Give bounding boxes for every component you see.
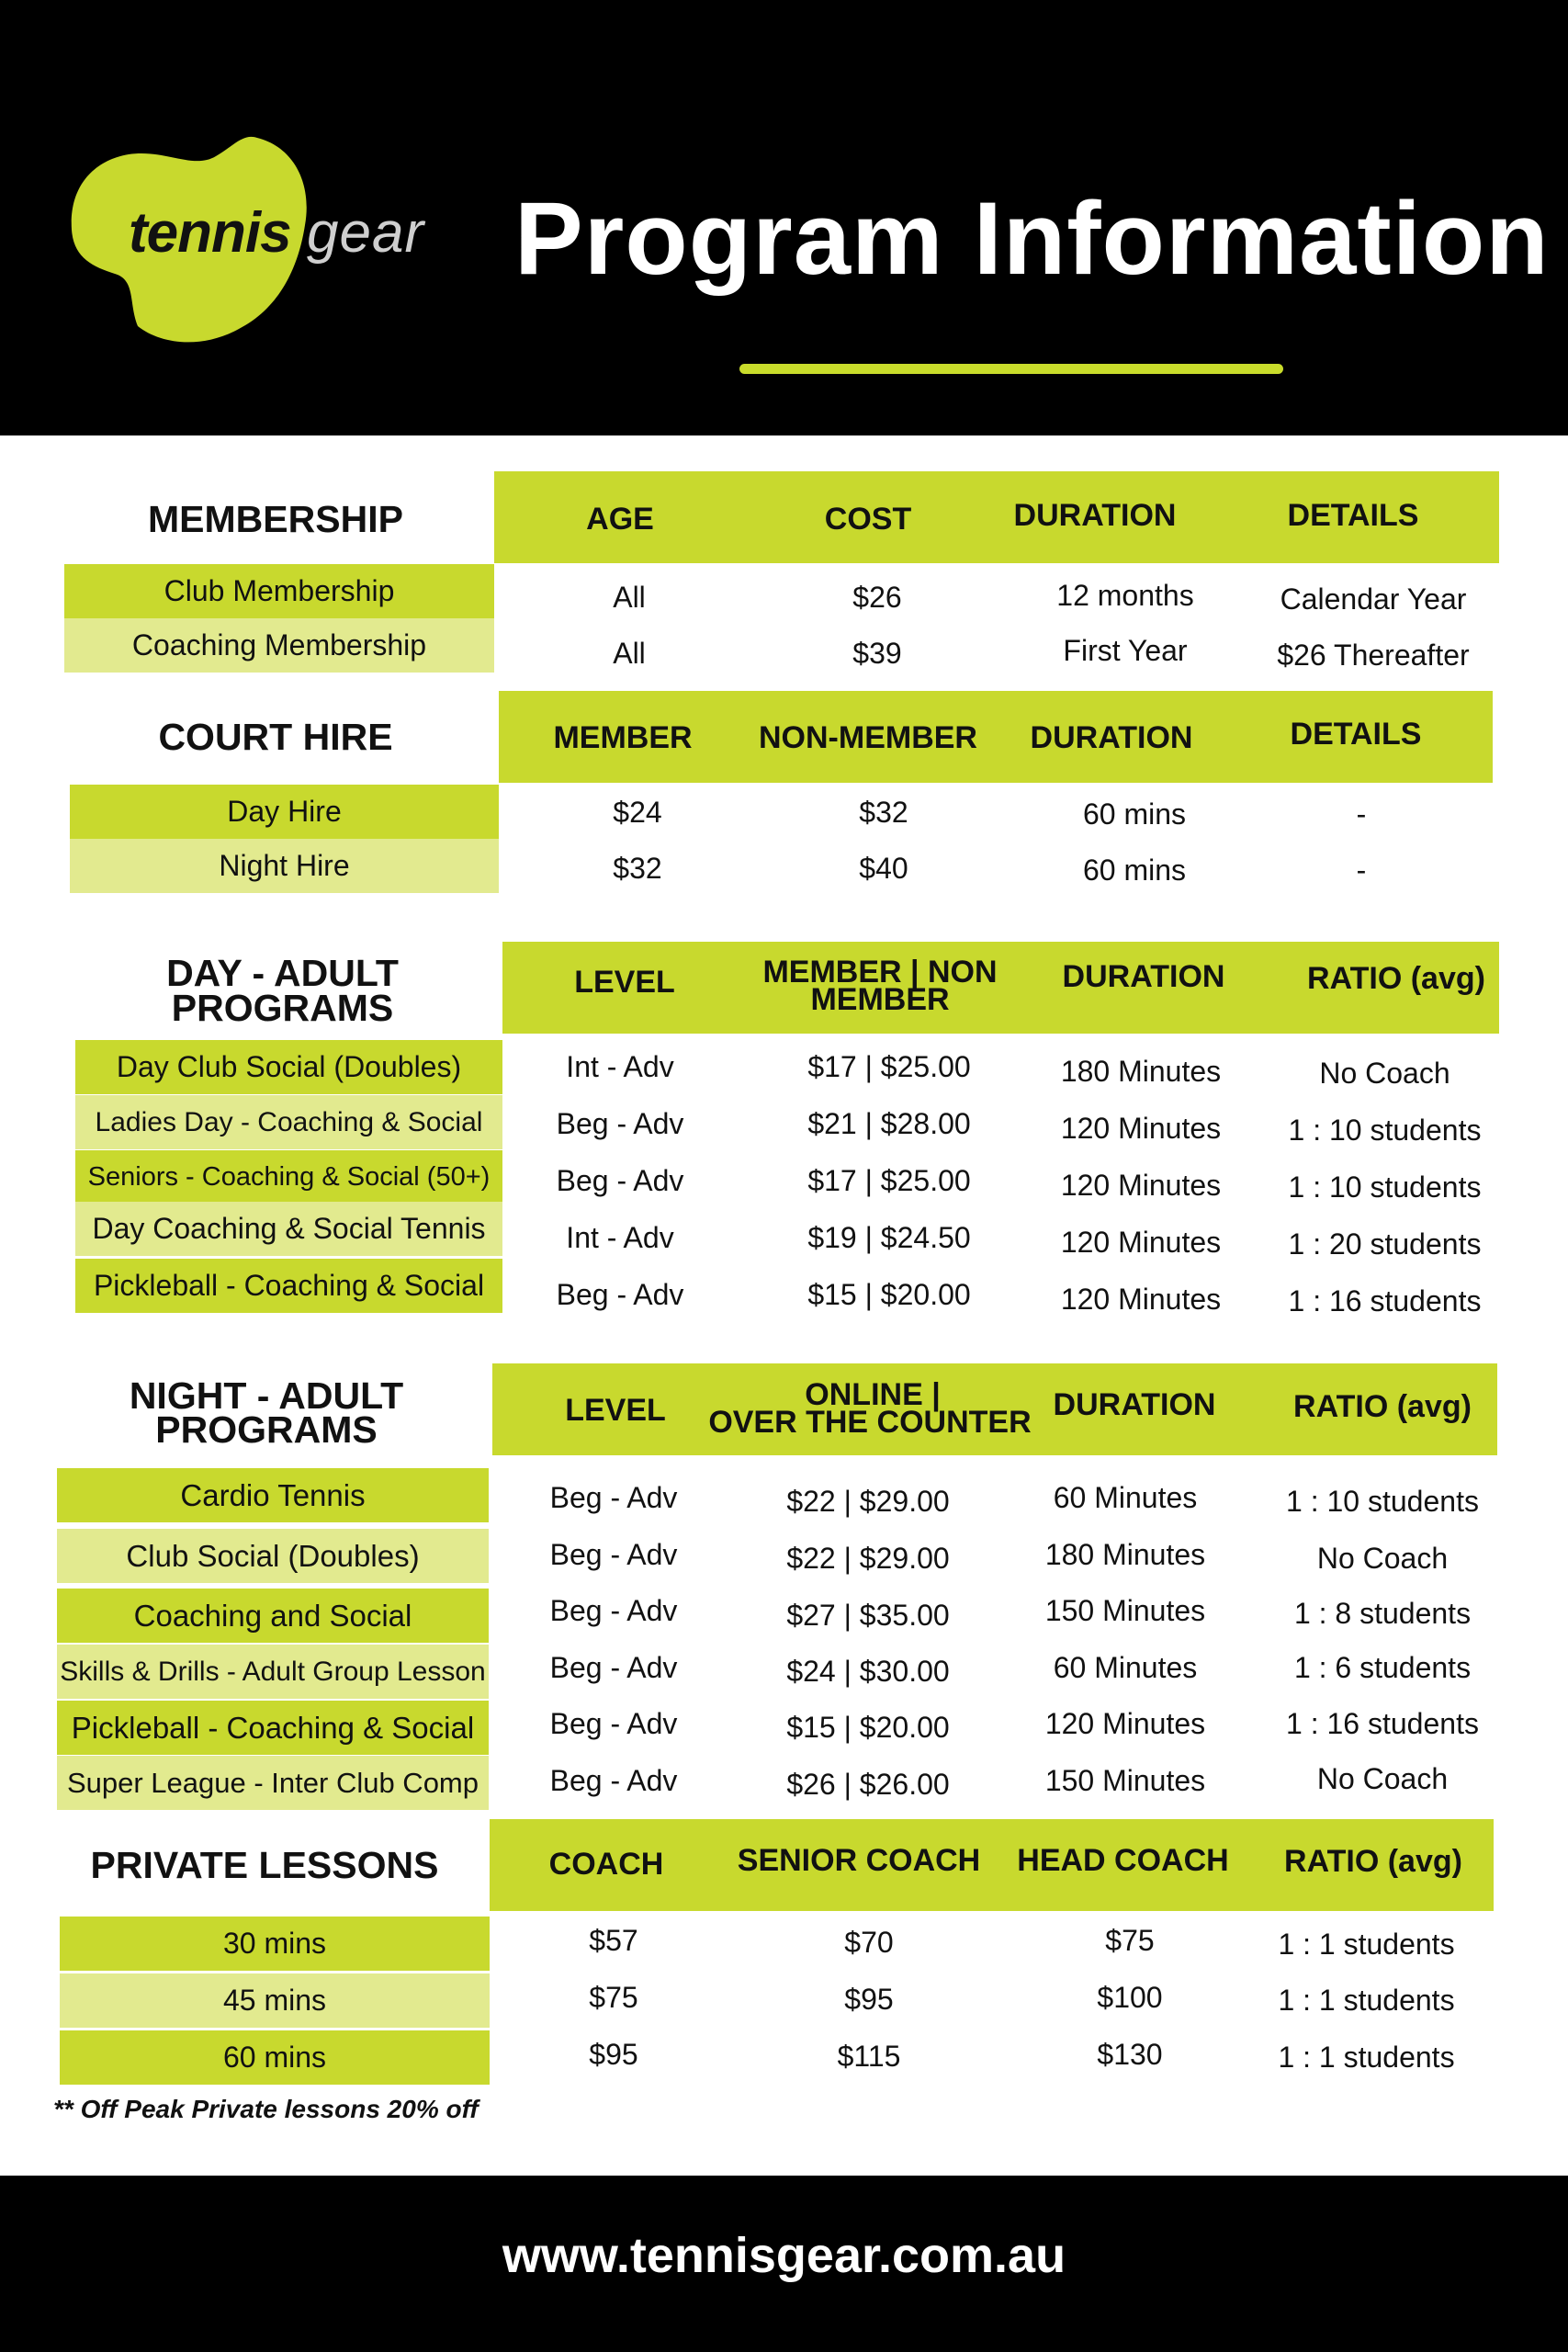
- night-program-cell: No Coach: [1316, 1762, 1449, 1795]
- court-hire-header-details: DETAILS: [1290, 717, 1422, 752]
- day-program-cell: $17 | $25.00: [807, 1164, 971, 1197]
- membership-cell: First Year: [1063, 634, 1188, 667]
- night-program-cell: 60 Minutes: [1053, 1481, 1198, 1514]
- membership-row-label: Club Membership: [64, 564, 494, 618]
- day-program-row-label: Pickleball - Coaching & Social: [75, 1259, 502, 1313]
- night-program-cell: Beg - Adv: [549, 1538, 678, 1571]
- night-program-cell: No Coach: [1316, 1542, 1449, 1575]
- night-program-cell: $24 | $30.00: [786, 1655, 950, 1688]
- title-underline: [739, 364, 1283, 374]
- day-program-cell: $21 | $28.00: [807, 1107, 971, 1140]
- court-hire-cell: 60 mins: [1082, 797, 1187, 831]
- court-hire-cell: $32: [613, 852, 662, 885]
- night-program-cell: Beg - Adv: [549, 1707, 678, 1740]
- private-lessons-header-coach: COACH: [548, 1847, 664, 1882]
- night-program-cell: Beg - Adv: [549, 1764, 678, 1797]
- membership-cell: All: [613, 581, 646, 614]
- court-hire-title: COURT HIRE: [158, 716, 393, 758]
- off-peak-note: ** Off Peak Private lessons 20% off: [53, 2095, 479, 2123]
- day-program-cell: Beg - Adv: [556, 1278, 684, 1311]
- court-hire-row-label: Night Hire: [70, 839, 499, 893]
- night-program-cell: 1 : 10 students: [1286, 1485, 1479, 1518]
- private-lesson-cell: $115: [837, 2040, 901, 2073]
- logo-word-tennis: tennis: [129, 201, 291, 265]
- night-programs-header-ratio: RATIO (avg): [1293, 1389, 1472, 1424]
- day-programs-header-member-line2: MEMBER: [810, 982, 950, 1017]
- night-programs-header-online-line2: OVER THE COUNTER: [708, 1405, 1032, 1440]
- night-programs-header-level: LEVEL: [565, 1393, 666, 1428]
- night-program-row-label: Pickleball - Coaching & Social: [57, 1701, 489, 1755]
- private-lessons-header-head-coach: HEAD COACH: [1017, 1843, 1229, 1878]
- day-program-cell: Beg - Adv: [556, 1164, 684, 1197]
- night-program-row-label: Coaching and Social: [57, 1589, 489, 1643]
- private-lessons-header-ratio: RATIO (avg): [1284, 1844, 1462, 1879]
- night-program-cell: Beg - Adv: [549, 1651, 678, 1684]
- night-program-cell: 180 Minutes: [1044, 1538, 1206, 1571]
- day-program-cell: 180 Minutes: [1060, 1055, 1222, 1088]
- membership-header-duration: DURATION: [1013, 498, 1177, 533]
- private-lesson-cell: $95: [844, 1983, 894, 2016]
- private-lesson-cell: 1 : 1 students: [1278, 1928, 1455, 1961]
- court-hire-cell: -: [1356, 854, 1367, 887]
- private-lesson-row-label: 30 mins: [60, 1917, 490, 1971]
- day-programs-title-line1: DAY - ADULT: [166, 952, 399, 994]
- day-program-cell: 120 Minutes: [1060, 1169, 1222, 1202]
- court-hire-header-duration: DURATION: [1030, 720, 1193, 755]
- night-programs-header-online-line1: ONLINE |: [805, 1377, 941, 1412]
- night-programs-title-line2: PROGRAMS: [155, 1408, 378, 1451]
- membership-cell: $39: [852, 637, 902, 670]
- court-hire-cell: $32: [859, 796, 908, 829]
- private-lesson-cell: $70: [844, 1926, 894, 1959]
- private-lesson-cell: $57: [589, 1924, 638, 1957]
- membership-title: MEMBERSHIP: [148, 498, 403, 540]
- night-program-row-label: Club Social (Doubles): [57, 1529, 489, 1583]
- night-program-cell: 1 : 6 students: [1293, 1651, 1472, 1684]
- private-lesson-cell: 1 : 1 students: [1278, 2041, 1455, 2074]
- logo-word-gear: gear: [307, 201, 425, 265]
- day-program-row-label: Day Coaching & Social Tennis: [75, 1202, 502, 1256]
- day-program-cell: No Coach: [1319, 1057, 1450, 1090]
- membership-header-age: AGE: [586, 502, 654, 537]
- night-program-cell: 60 Minutes: [1053, 1651, 1198, 1684]
- private-lesson-row-label: 45 mins: [60, 1973, 490, 2028]
- court-hire-cell: 60 mins: [1082, 854, 1187, 887]
- day-program-row-label: Day Club Social (Doubles): [75, 1040, 502, 1094]
- membership-row-label: Coaching Membership: [64, 618, 494, 673]
- night-program-cell: 1 : 8 students: [1293, 1597, 1472, 1630]
- private-lesson-cell: $75: [1105, 1924, 1155, 1957]
- membership-header-cost: COST: [824, 502, 912, 537]
- night-programs-title-line1: NIGHT - ADULT: [129, 1374, 404, 1417]
- day-program-cell: 120 Minutes: [1060, 1226, 1222, 1259]
- night-program-row-label: Super League - Inter Club Comp: [57, 1756, 489, 1810]
- night-programs-header-duration: DURATION: [1053, 1387, 1216, 1422]
- day-programs-header-duration: DURATION: [1062, 959, 1225, 994]
- membership-cell: Calendar Year: [1280, 582, 1467, 616]
- private-lesson-cell: $100: [1097, 1981, 1163, 2014]
- night-program-cell: $26 | $26.00: [786, 1768, 950, 1801]
- day-program-cell: $17 | $25.00: [807, 1050, 971, 1083]
- tennisgear-logo: [64, 119, 450, 358]
- court-hire-cell: $40: [859, 852, 908, 885]
- day-programs-title-line2: PROGRAMS: [171, 987, 394, 1029]
- day-program-cell: Int - Adv: [566, 1050, 674, 1083]
- day-program-cell: 120 Minutes: [1060, 1283, 1222, 1316]
- court-hire-cell: $24: [613, 796, 662, 829]
- private-lesson-cell: $130: [1097, 2038, 1163, 2071]
- night-program-row-label: Skills & Drills - Adult Group Lesson: [57, 1645, 489, 1699]
- day-program-cell: 120 Minutes: [1060, 1112, 1222, 1145]
- membership-cell: $26 Thereafter: [1277, 639, 1470, 672]
- day-programs-header-ratio: RATIO (avg): [1307, 961, 1485, 996]
- night-program-cell: 120 Minutes: [1044, 1707, 1206, 1740]
- footer-website-link[interactable]: www.tennisgear.com.au: [502, 2228, 1066, 2283]
- court-hire-cell: -: [1356, 797, 1367, 831]
- day-programs-header-member-line1: MEMBER | NON: [762, 955, 998, 989]
- private-lesson-cell: $95: [589, 2038, 638, 2071]
- day-program-row-label: Seniors - Coaching & Social (50+): [75, 1150, 502, 1204]
- private-lesson-cell: 1 : 1 students: [1278, 1984, 1455, 2017]
- day-program-cell: 1 : 16 students: [1288, 1284, 1482, 1317]
- private-lessons-title: PRIVATE LESSONS: [90, 1844, 439, 1886]
- court-hire-header-member: MEMBER: [553, 720, 693, 755]
- private-lesson-cell: $75: [589, 1981, 638, 2014]
- day-program-cell: $19 | $24.50: [807, 1221, 971, 1254]
- night-program-cell: Beg - Adv: [549, 1594, 678, 1627]
- night-program-cell: Beg - Adv: [549, 1481, 678, 1514]
- night-program-cell: $27 | $35.00: [786, 1599, 950, 1632]
- day-program-cell: 1 : 10 students: [1288, 1170, 1482, 1204]
- night-program-cell: $15 | $20.00: [786, 1711, 950, 1744]
- court-hire-row-label: Day Hire: [70, 785, 499, 839]
- day-program-cell: 1 : 10 students: [1288, 1114, 1482, 1147]
- membership-cell: 12 months: [1056, 579, 1194, 612]
- day-program-row-label: Ladies Day - Coaching & Social: [75, 1095, 502, 1149]
- night-program-cell: $22 | $29.00: [786, 1542, 950, 1575]
- night-program-row-label: Cardio Tennis: [57, 1468, 489, 1522]
- membership-cell: All: [613, 637, 646, 670]
- day-programs-header-level: LEVEL: [574, 965, 675, 1000]
- day-program-cell: Beg - Adv: [556, 1107, 684, 1140]
- page-title: Program Information: [514, 181, 1550, 296]
- night-program-cell: 1 : 16 students: [1286, 1707, 1479, 1740]
- membership-header-details: DETAILS: [1287, 498, 1419, 533]
- day-program-cell: 1 : 20 students: [1288, 1227, 1482, 1261]
- private-lesson-row-label: 60 mins: [60, 2030, 490, 2085]
- night-program-cell: $22 | $29.00: [786, 1485, 950, 1518]
- day-program-cell: $15 | $20.00: [807, 1278, 971, 1311]
- night-program-cell: 150 Minutes: [1044, 1594, 1206, 1627]
- membership-cell: $26: [852, 581, 902, 614]
- court-hire-header-non-member: NON-MEMBER: [759, 720, 977, 755]
- night-program-cell: 150 Minutes: [1044, 1764, 1206, 1797]
- day-program-cell: Int - Adv: [566, 1221, 674, 1254]
- private-lessons-header-senior-coach: SENIOR COACH: [737, 1843, 981, 1878]
